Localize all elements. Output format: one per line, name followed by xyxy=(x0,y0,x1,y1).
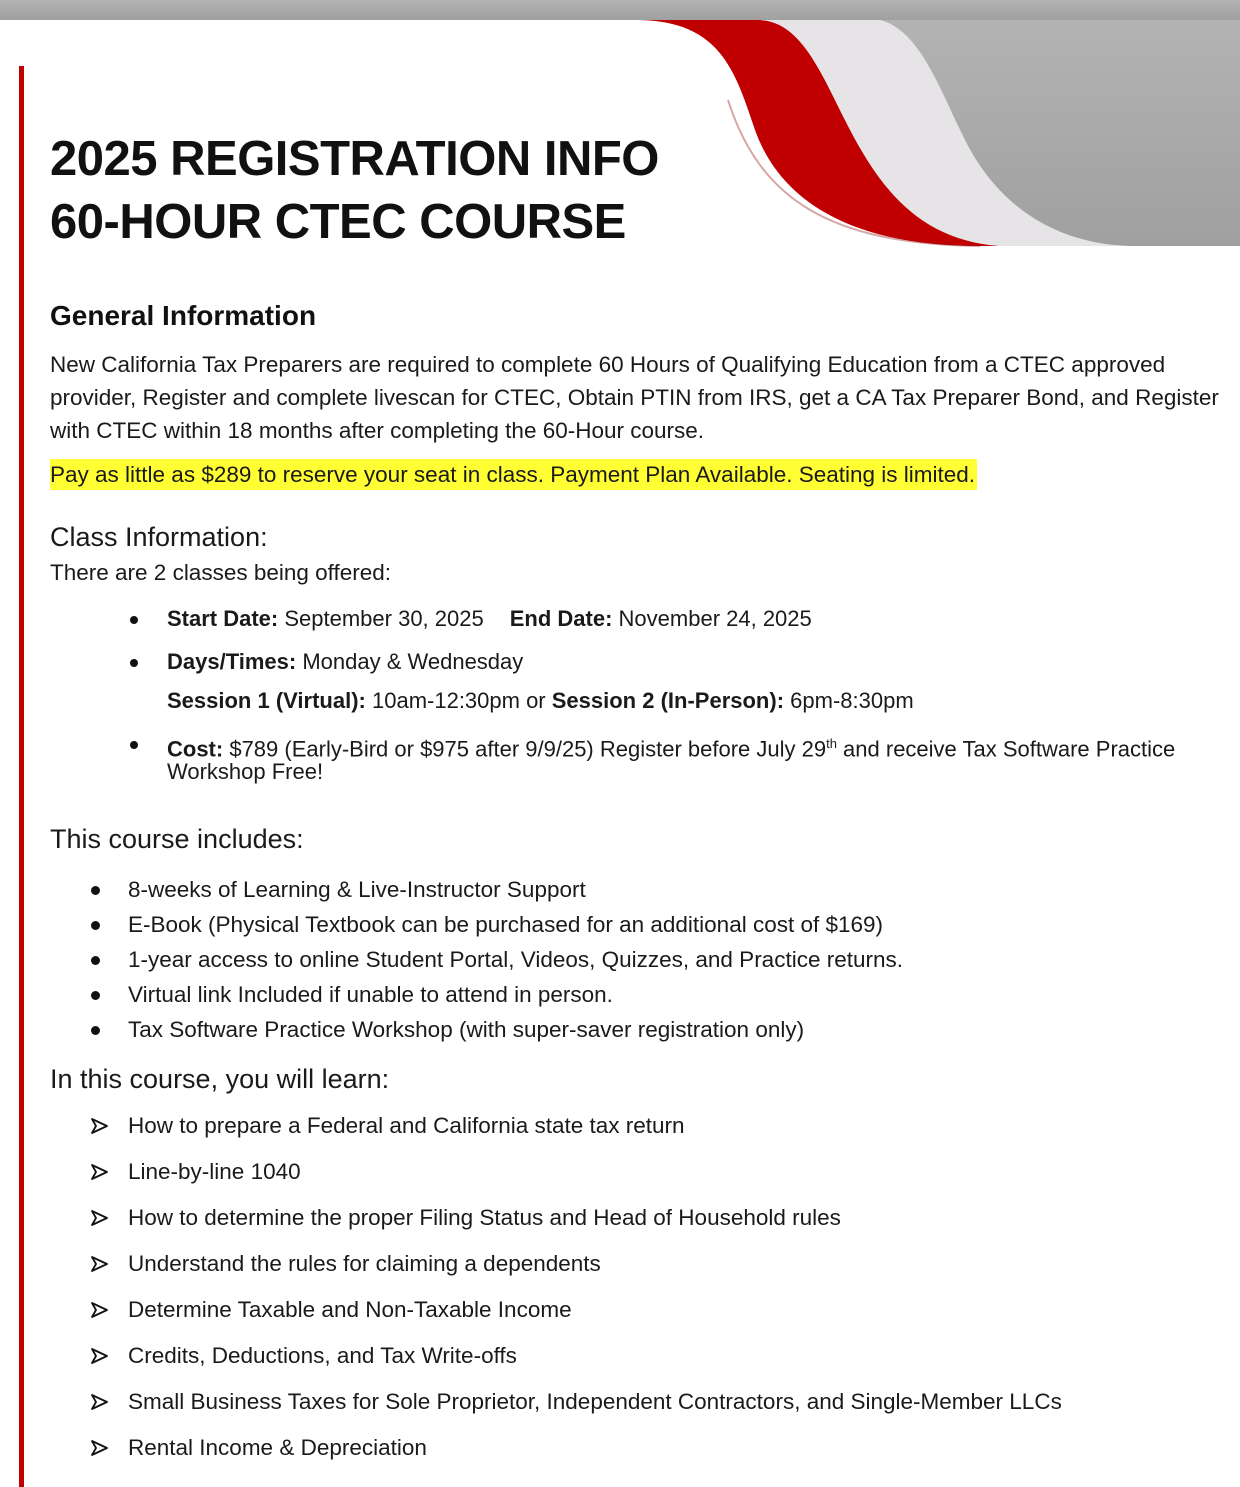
arrow-bullet-icon xyxy=(90,1300,110,1320)
general-information-paragraph: New California Tax Preparers are required to complete 60 Hours of Qualifying Education from a CTEC approved provider, Register and complete livescan for CTEC, Obtain PTIN from IRS, get a CA Tax Preparer Bond, and Register with CTEC within 18 months after completing the 60-Hour course. xyxy=(50,352,1219,443)
bullet-dot-icon xyxy=(130,659,138,667)
learn-item: Determine Taxable and Non-Taxable Income xyxy=(128,1297,572,1322)
dates-line xyxy=(167,605,812,633)
learn-item: Small Business Taxes for Sole Proprietor, Independent Contractors, and Single-Member LLCs xyxy=(128,1389,1062,1414)
cost-superscript: th xyxy=(826,736,837,751)
includes-item: Tax Software Practice Workshop (with super-saver registration only) xyxy=(128,1017,805,1042)
bullet-dot-icon xyxy=(91,921,100,930)
cost-value: $789 (Early-Bird or $975 after 9/9/25) Register before July 29 xyxy=(223,736,827,762)
learn-item: How to determine the proper Filing Status and Head of Household rules xyxy=(128,1205,841,1230)
arrow-bullet-icon xyxy=(90,1254,110,1274)
days-times-label: Days/Times: xyxy=(167,649,297,674)
includes-item: 1-year access to online Student Portal, Videos, Quizzes, and Practice returns. xyxy=(128,947,903,972)
bullet-dot-icon xyxy=(130,741,138,749)
includes-item: Virtual link Included if unable to attend in person. xyxy=(128,982,613,1007)
sessions-line xyxy=(167,687,914,715)
bullet-dot-icon xyxy=(91,886,100,895)
learn-item: How to prepare a Federal and California state tax return xyxy=(128,1113,685,1138)
class-information-heading: Class Information: xyxy=(50,522,268,552)
highlighted-payment-note: Pay as little as $289 to reserve your seat in class. Payment Plan Available. Seating is limited. xyxy=(50,459,977,490)
arrow-bullet-icon xyxy=(90,1116,110,1136)
arrow-bullet-icon xyxy=(90,1392,110,1412)
arrow-bullet-icon xyxy=(90,1346,110,1366)
learn-item: Rental Income & Depreciation xyxy=(128,1435,427,1460)
title-line-2: 60-HOUR CTEC COURSE xyxy=(50,195,626,249)
days-times-value: Monday & Wednesday xyxy=(296,649,524,674)
start-date-value: September 30, 2025 xyxy=(278,606,484,631)
session-2-label: Session 2 (In-Person): xyxy=(551,688,785,713)
course-includes-heading: This course includes: xyxy=(50,824,304,854)
arrow-bullet-icon xyxy=(90,1208,110,1228)
class-information-intro: There are 2 classes being offered: xyxy=(50,560,392,585)
title-line-1: 2025 REGISTRATION INFO xyxy=(50,132,659,186)
page-title xyxy=(50,128,659,254)
cost-line-2: Workshop Free! xyxy=(167,759,324,784)
general-information-heading: General Information xyxy=(50,300,317,331)
bullet-dot-icon xyxy=(91,991,100,1000)
bullet-dot-icon xyxy=(130,616,138,624)
cost-value-cont: and receive Tax Software Practice xyxy=(836,736,1176,762)
session-2-value: 6pm-8:30pm xyxy=(784,688,914,713)
bullet-dot-icon xyxy=(91,1026,100,1035)
course-learn-heading: In this course, you will learn: xyxy=(50,1064,390,1094)
session-1-value: 10am-12:30pm or xyxy=(365,688,552,713)
left-accent-bar xyxy=(19,66,24,1487)
start-date-label: Start Date: xyxy=(167,606,279,631)
includes-item: E-Book (Physical Textbook can be purchased for an additional cost of $169) xyxy=(128,912,884,937)
learn-item: Credits, Deductions, and Tax Write-offs xyxy=(128,1343,517,1368)
end-date-label: End Date: xyxy=(509,606,613,631)
arrow-bullet-icon xyxy=(90,1438,110,1458)
end-date-value: November 24, 2025 xyxy=(612,606,812,631)
cost-label: Cost: xyxy=(167,736,224,762)
arrow-bullet-icon xyxy=(90,1162,110,1182)
learn-item: Line-by-line 1040 xyxy=(128,1159,301,1184)
session-1-label: Session 1 (Virtual): xyxy=(167,688,366,713)
days-times-line xyxy=(167,648,523,676)
includes-item: 8-weeks of Learning & Live-Instructor Support xyxy=(128,877,586,902)
learn-item: Understand the rules for claiming a dependents xyxy=(128,1251,601,1276)
bullet-dot-icon xyxy=(91,956,100,965)
